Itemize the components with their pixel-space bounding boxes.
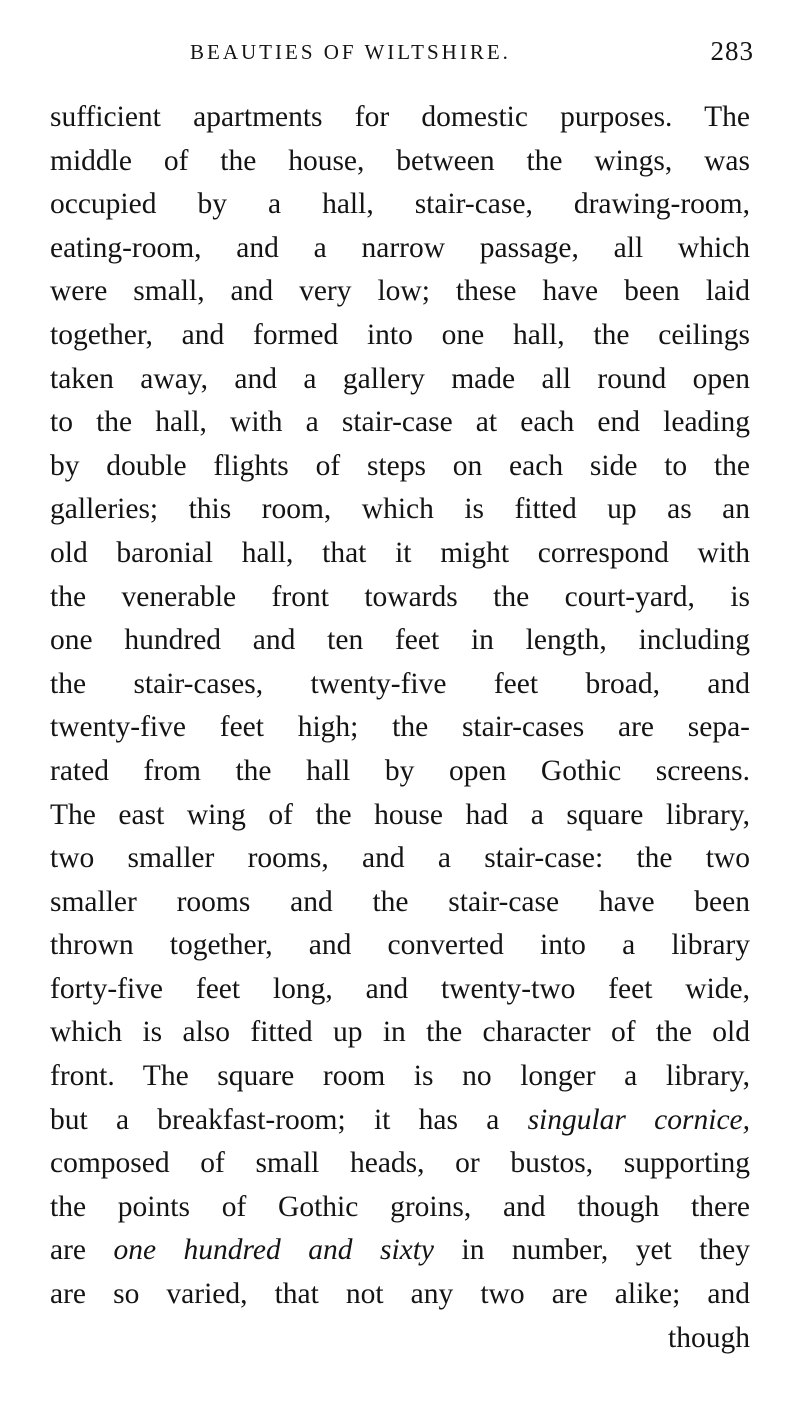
text-line: occupied by a hall, stair-case, drawing-room, (50, 188, 750, 221)
text-line: taken away, and a gallery made all round open (50, 362, 750, 395)
line-text: in number, yet they (461, 1234, 750, 1267)
text-line: The east wing of the house had a square library, (50, 798, 750, 831)
text-line: smaller rooms and the stair-case have been (50, 885, 750, 918)
text-line: are so varied, that not any two are alike; and (50, 1278, 750, 1311)
line-text: but a breakfast-room; it has a (50, 1103, 500, 1136)
italic-phrase: singular cornice, (527, 1103, 750, 1136)
catchword: though (668, 1321, 750, 1354)
italic-phrase: one hundred and sixty (113, 1234, 435, 1267)
text-line: to the hall, with a stair-case at each end leading (50, 406, 750, 439)
text-line: composed of small heads, or bustos, supporting (50, 1147, 750, 1180)
text-line: one hundred and ten feet in length, including (50, 624, 750, 657)
page-number: 283 (710, 36, 754, 66)
text-line: eating-room, and a narrow passage, all which (50, 231, 750, 264)
text-line: sufficient apartments for domestic purposes. The (50, 101, 750, 133)
text-line: the stair-cases, twenty-five feet broad, and (50, 667, 750, 700)
text-line: old baronial hall, that it might correspond with (50, 536, 750, 569)
text-line: by double flights of steps on each side to the (50, 449, 750, 482)
text-line-with-italic (50, 1099, 750, 1143)
body-text (50, 96, 750, 1360)
text-line-with-italic (50, 1229, 750, 1273)
text-line: which is also fitted up in the character of the old (50, 1016, 750, 1049)
text-line: two smaller rooms, and a stair-case: the two (50, 842, 750, 875)
text-line: forty-five feet long, and twenty-two feet wide, (50, 972, 750, 1005)
text-line: were small, and very low; these have been laid (50, 275, 750, 308)
text-line: front. The square room is no longer a library, (50, 1060, 750, 1093)
running-head: BEAUTIES OF WILTSHIRE. (190, 40, 511, 64)
text-line: middle of the house, between the wings, was (50, 144, 750, 177)
line-text: are (50, 1234, 87, 1267)
text-line: the venerable front towards the court-yard, is (50, 580, 750, 613)
text-line: rated from the hall by open Gothic screens. (50, 754, 750, 787)
text-line: twenty-five feet high; the stair-cases are sepa- (50, 711, 750, 744)
text-line: together, and formed into one hall, the ceilings (50, 318, 750, 351)
text-line: the points of Gothic groins, and though there (50, 1190, 750, 1223)
text-line: thrown together, and converted into a library (50, 929, 750, 962)
text-line: galleries; this room, which is fitted up as an (50, 493, 750, 526)
